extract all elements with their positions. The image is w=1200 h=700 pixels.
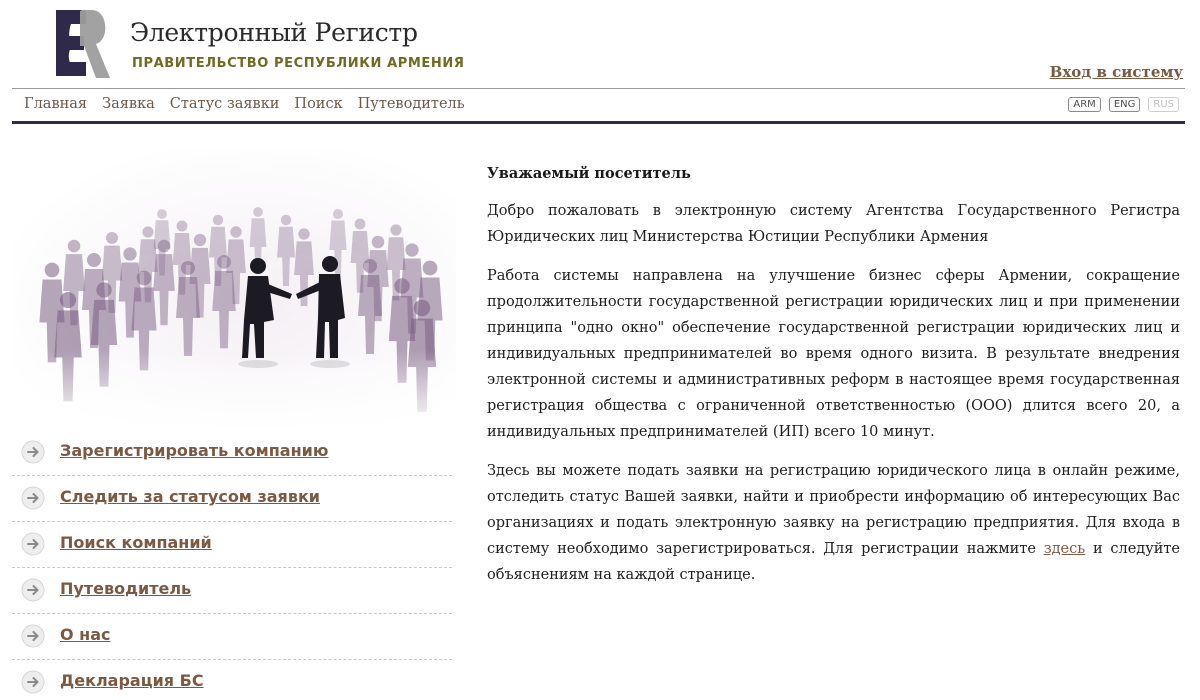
sidebar-menu bbox=[12, 430, 452, 700]
nav-menu bbox=[24, 96, 465, 112]
nav-item-application[interactable]: Заявка bbox=[102, 96, 155, 112]
sidebar-item-label[interactable]: Путеводитель bbox=[60, 579, 192, 598]
sidebar-item-track-status[interactable] bbox=[12, 476, 452, 522]
arrow-right-circle-icon bbox=[20, 531, 46, 557]
welcome-paragraph: Добро пожаловать в электронную систему Агентства Государственного Регистра Юридических лиц Министерства Юстиции Республики Армения bbox=[487, 203, 1180, 245]
nav-item-guide[interactable]: Путеводитель bbox=[357, 96, 465, 112]
lang-arm-button[interactable]: ARM bbox=[1068, 97, 1100, 112]
register-here-link[interactable]: здесь bbox=[1043, 541, 1086, 557]
arrow-right-circle-icon bbox=[20, 485, 46, 511]
business-handshake-illustration bbox=[12, 150, 456, 432]
arrow-right-circle-icon bbox=[20, 669, 46, 695]
arrow-right-circle-icon bbox=[20, 623, 46, 649]
sidebar-item-label[interactable]: Поиск компаний bbox=[60, 533, 212, 552]
language-switcher bbox=[1068, 97, 1179, 112]
sidebar-item-about[interactable] bbox=[12, 614, 452, 660]
login-link[interactable]: Вход в систему bbox=[1049, 63, 1183, 81]
instructions-text-end: и следуйте объяснениям на каждой странице. bbox=[487, 541, 1181, 583]
instructions-text-start: Здесь вы можете подать заявки на регистрацию юридического лица в онлайн режиме, отследить статус Вашей заявки, найти и приобрести информацию об интересующих Вас организациях и подать электронную заявку на регистрацию предприятия. Для входа в систему необходимо зарегистрироваться. Для регистрации нажмите bbox=[487, 463, 1180, 557]
sidebar-item-label[interactable]: Декларация БС bbox=[60, 671, 204, 690]
sidebar-item-label[interactable]: Зарегистрировать компанию bbox=[60, 441, 329, 460]
nav-item-home[interactable]: Главная bbox=[24, 96, 88, 112]
sidebar-item-search-companies[interactable] bbox=[12, 522, 452, 568]
lang-rus-button[interactable]: RUS bbox=[1148, 97, 1179, 112]
nav-divider bbox=[12, 121, 1185, 124]
sidebar-item-label[interactable]: О нас bbox=[60, 625, 111, 644]
sidebar-item-guide[interactable] bbox=[12, 568, 452, 614]
sidebar-item-declaration[interactable] bbox=[12, 660, 452, 700]
system-description-paragraph: Работа системы направлена на улучшение бизнес сферы Армении, сокращение продолжительности государственной регистрации юридических лиц и при применении принципа "одно окно" обеспечение государственной регистрации юридических лиц и индивидуальных предпринимателей во время одного визита. В результате внедрения электронной системы и административных реформ в настоящее время государственная регистрация общества с ограниченной ответственностью (ООО) длится всего 20, а индивидуальных предпринимателей (ИП) всего 10 минут. bbox=[487, 268, 1180, 440]
site-subtitle: ПРАВИТЕЛЬСТВО РЕСПУБЛИКИ АРМЕНИЯ bbox=[132, 56, 465, 71]
welcome-heading: Уважаемый посетитель bbox=[487, 165, 691, 182]
lang-eng-button[interactable]: ENG bbox=[1109, 97, 1141, 112]
instructions-paragraph bbox=[487, 458, 1180, 588]
sidebar-item-register-company[interactable] bbox=[12, 430, 452, 476]
arrow-right-circle-icon bbox=[20, 439, 46, 465]
header bbox=[0, 0, 1200, 88]
arrow-right-circle-icon bbox=[20, 577, 46, 603]
main-nav bbox=[12, 89, 1185, 121]
sidebar-item-label[interactable]: Следить за статусом заявки bbox=[60, 487, 321, 506]
site-title: Электронный Регистр bbox=[130, 18, 418, 47]
nav-item-application-status[interactable]: Статус заявки bbox=[169, 96, 280, 112]
er-logo[interactable] bbox=[46, 6, 112, 80]
welcome-content bbox=[487, 165, 1180, 601]
nav-item-search[interactable]: Поиск bbox=[294, 96, 343, 112]
